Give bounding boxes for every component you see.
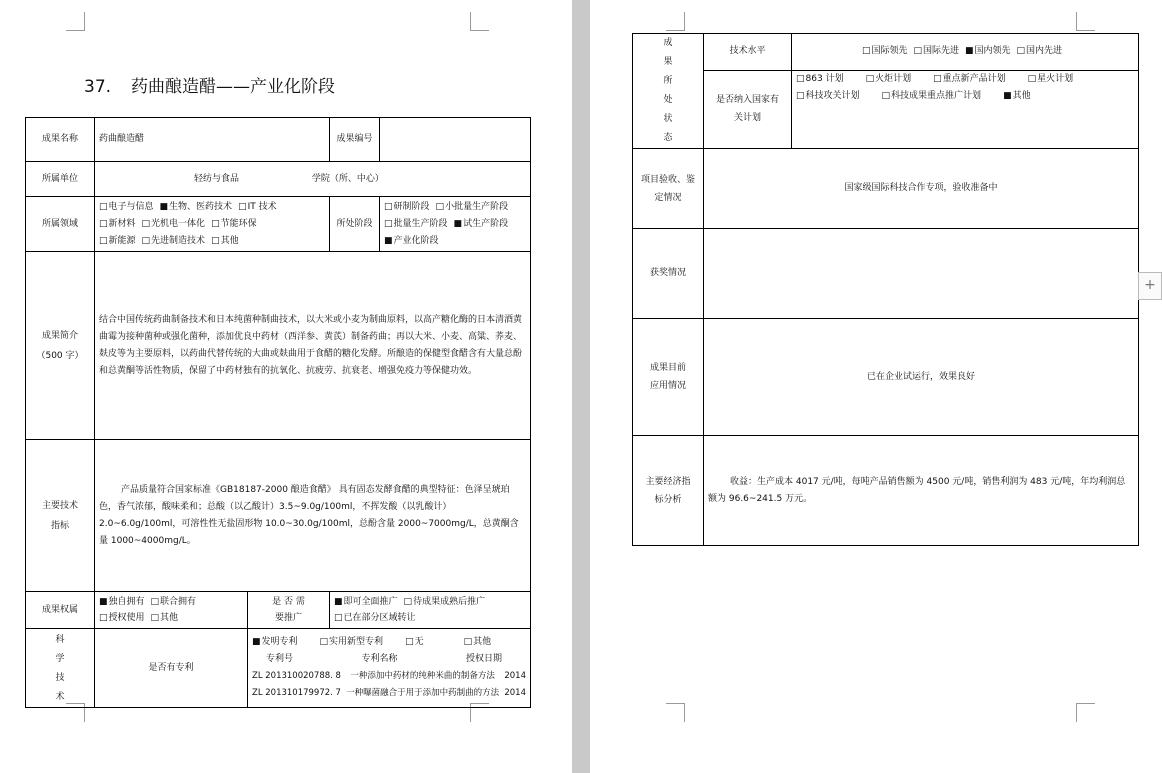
promo-label-line1: 是 否 需 [272,597,305,607]
intro-text[interactable]: 结合中国传统药曲制备技术和日本纯菌种制曲技术，以大米或小麦为制曲原料，以高产糖化酶的日本清酒黄曲霉为接种菌种或强化菌种，添加优良中药材（西洋参、黄芪）制备药曲；再以大米、小麦、高粱、荞麦、麸皮等为主要原料，以药曲代替传统的大曲或麸曲用于食醋的糖化发酵。所酿造的保健型食醋含有大量总酚和总黄酮等活性物质，保留了中药材独有的抗氧化、抗疲劳、抗衰老、增强免疫力等保健功效。 [95,252,531,440]
sci-char: 术 [55,692,65,702]
unit-suffix: 学院（所、中心） [311,173,384,184]
achievement-table [25,117,531,708]
patent-row [252,668,526,685]
acceptance-label-line2: 定情况 [654,192,682,203]
unit-label: 所属单位 [26,162,95,197]
plan-options [792,70,1139,148]
patent-col-date: 授权日期 [466,654,503,664]
field-option-it[interactable]: □ IT 技术 [238,199,277,216]
patent-name: 一种曝菌融合于用于添加中药制曲的方法 [346,688,500,698]
promo-options [330,592,531,629]
plan-label-line1: 是否纳入国家有 [715,95,779,106]
intro-label [26,252,95,440]
patent-details [248,629,531,708]
field-option-other[interactable]: □ 其他 [211,233,239,250]
economic-label [633,436,704,546]
field-options [95,197,330,252]
economic-label-line1: 主要经济指 [645,476,691,487]
sci-tech-label [26,629,95,708]
promo-option-transferred[interactable]: □ 已在部分区域转让 [334,610,416,626]
name-label: 成果名称 [26,118,95,162]
patent-col-name: 专利名称 [361,654,398,664]
status-label [633,34,704,149]
stage-option-research[interactable]: □ 研制阶段 [384,199,430,216]
promo-option-later[interactable]: □ 待成果成熟后推广 [404,594,486,610]
award-value[interactable] [704,229,1139,319]
patent-col-number: 专利号 [266,654,294,664]
field-option-materials[interactable]: □ 新材料 [99,216,136,233]
economic-label-line2: 标分析 [654,494,682,505]
status-char: 所 [663,76,673,86]
unit-dept: 轻纺与食品 [193,173,239,184]
acceptance-value[interactable]: 国家级国际科技合作专项，验收准备中 [704,149,1139,229]
plan-key-product[interactable]: □ 重点新产品计划 [933,71,1006,88]
tech-level-label: 技术水平 [704,34,792,71]
patent-number: ZL 201310179972. 7 [252,688,341,698]
acceptance-label-line1: 项目验收、鉴 [640,174,695,185]
patent-table-header [252,651,526,668]
rights-option-licensed[interactable]: □ 授权使用 [99,610,145,626]
patent-row [252,685,526,702]
id-value[interactable] [380,118,531,162]
patent-type-none[interactable]: □ 无 [405,634,424,651]
status-char: 成 [663,38,673,48]
stage-label: 所处阶段 [330,197,380,252]
status-char: 果 [663,57,673,67]
application-label-line1: 成果目前 [649,363,686,373]
award-label: 获奖情况 [633,229,704,319]
plan-other[interactable]: ■ 其他 [1003,88,1031,105]
promo-label [248,592,330,629]
page-gutter [572,0,590,773]
tech-label-line2: 指标 [50,520,69,531]
patent-name: 一种添加中药材的纯种米曲的制备方法 [350,671,495,681]
field-option-new-energy[interactable]: □ 新能源 [99,233,136,250]
patent-type-utility[interactable]: □ 实用新型专利 [320,634,384,651]
tech-level-intl-leading[interactable]: □ 国际领先 [862,43,908,60]
title-number: 37. [84,77,112,97]
field-option-electronics[interactable]: □ 电子与信息 [99,199,154,216]
id-label: 成果编号 [330,118,380,162]
plan-key-promotion[interactable]: □ 科技成果重点推广计划 [882,88,982,105]
field-option-mechatronics[interactable]: □ 光机电一体化 [142,216,206,233]
application-label-line2: 应用情况 [649,381,686,391]
tech-level-domestic-advanced[interactable]: □ 国内先进 [1017,43,1063,60]
tech-label [26,440,95,592]
stage-option-industrial[interactable]: ■ 产业化阶段 [384,233,439,250]
intro-label-text: 成果简介 [41,330,78,341]
margin-corner-mark [66,12,85,31]
plan-label-line2: 关计划 [733,113,761,124]
status-char: 态 [663,133,673,143]
stage-options [380,197,531,252]
margin-corner-mark [1076,12,1095,31]
plan-label [704,70,792,148]
patent-types [252,634,526,651]
tech-text[interactable]: 产品质量符合国家标准《GB18187-2000 酿造食醋》 具有固态发酵食醋的典型特征：色泽呈琥珀色，香气浓郁，酸味柔和；总酸（以乙酸计）3.5~9.0g/100ml，不挥发酸（以乳酸计）2.0~6.0g/100ml，可溶性性无盐固形物 10.0~30.0g/100ml，总酚含量 2000~7000mg/L，总黄酮含量 1000~4000mg/L。 [95,440,531,592]
rights-option-sole[interactable]: ■ 独自拥有 [99,594,145,610]
patent-number: ZL 201310020788. 8 [252,671,341,681]
patent-date: 2014 [504,671,526,681]
intro-label-sub: （500 字） [36,350,84,361]
rights-label: 成果权属 [26,592,95,629]
margin-corner-mark [470,12,489,31]
name-value[interactable]: 药曲酿造醋 [95,118,330,162]
margin-corner-mark [1076,703,1095,722]
status-char: 状 [663,114,673,124]
patent-type-other[interactable]: □ 其他 [464,634,492,651]
field-option-manufacturing[interactable]: □ 先进制造技术 [142,233,206,250]
page-title [84,72,335,97]
status-char: 处 [663,95,673,105]
achievement-status-table [632,33,1139,546]
tech-label-line1: 主要技术 [41,500,78,511]
field-label: 所属领域 [26,197,95,252]
plan-key-tech[interactable]: □ 科技攻关计划 [796,88,860,105]
plan-torch[interactable]: □ 火炬计划 [866,71,912,88]
promo-label-line2: 要推广 [275,613,303,623]
field-option-energy-saving[interactable]: □ 节能环保 [211,216,257,233]
patent-type-invention[interactable]: ■ 发明专利 [252,634,298,651]
plan-863[interactable]: □ 863 计划 [796,71,844,88]
rights-options [95,592,248,629]
stage-option-small-batch[interactable]: □ 小批量生产阶段 [436,199,509,216]
tech-level-options [792,34,1139,71]
rights-option-joint[interactable]: □ 联合拥有 [151,594,197,610]
sci-char: 学 [55,654,65,664]
application-value[interactable]: 已在企业试运行，效果良好 [704,319,1139,436]
sci-char: 科 [55,635,65,645]
sci-char: 技 [55,673,65,683]
margin-corner-mark [666,703,685,722]
economic-value[interactable]: 收益：生产成本 4017 元/吨，每吨产品销售额为 4500 元/吨，销售利润为 483 元/吨，年均利润总额为 96.6~241.5 万元。 [704,436,1139,546]
field-option-biomed[interactable]: ■ 生物、医药技术 [160,199,233,216]
promo-option-now[interactable]: ■ 即可全面推广 [334,594,398,610]
margin-corner-mark [666,12,685,31]
title-text: 药曲酿造醋——产业化阶段 [131,77,336,97]
tech-level-domestic-leading[interactable]: ■ 国内领先 [965,43,1011,60]
application-label [633,319,704,436]
tech-level-intl-advanced[interactable]: □ 国际先进 [913,43,959,60]
plan-spark[interactable]: □ 星火计划 [1028,71,1074,88]
stage-option-batch[interactable]: □ 批量生产阶段 [384,216,448,233]
patent-label: 是否有专利 [95,629,248,708]
stage-option-trial[interactable]: ■ 试生产阶段 [454,216,509,233]
rights-option-other[interactable]: □ 其他 [151,610,179,626]
unit-value[interactable] [95,162,531,197]
acceptance-label [633,149,704,229]
add-comment-button[interactable]: + [1138,272,1162,300]
patent-date: 2014 [504,688,526,698]
